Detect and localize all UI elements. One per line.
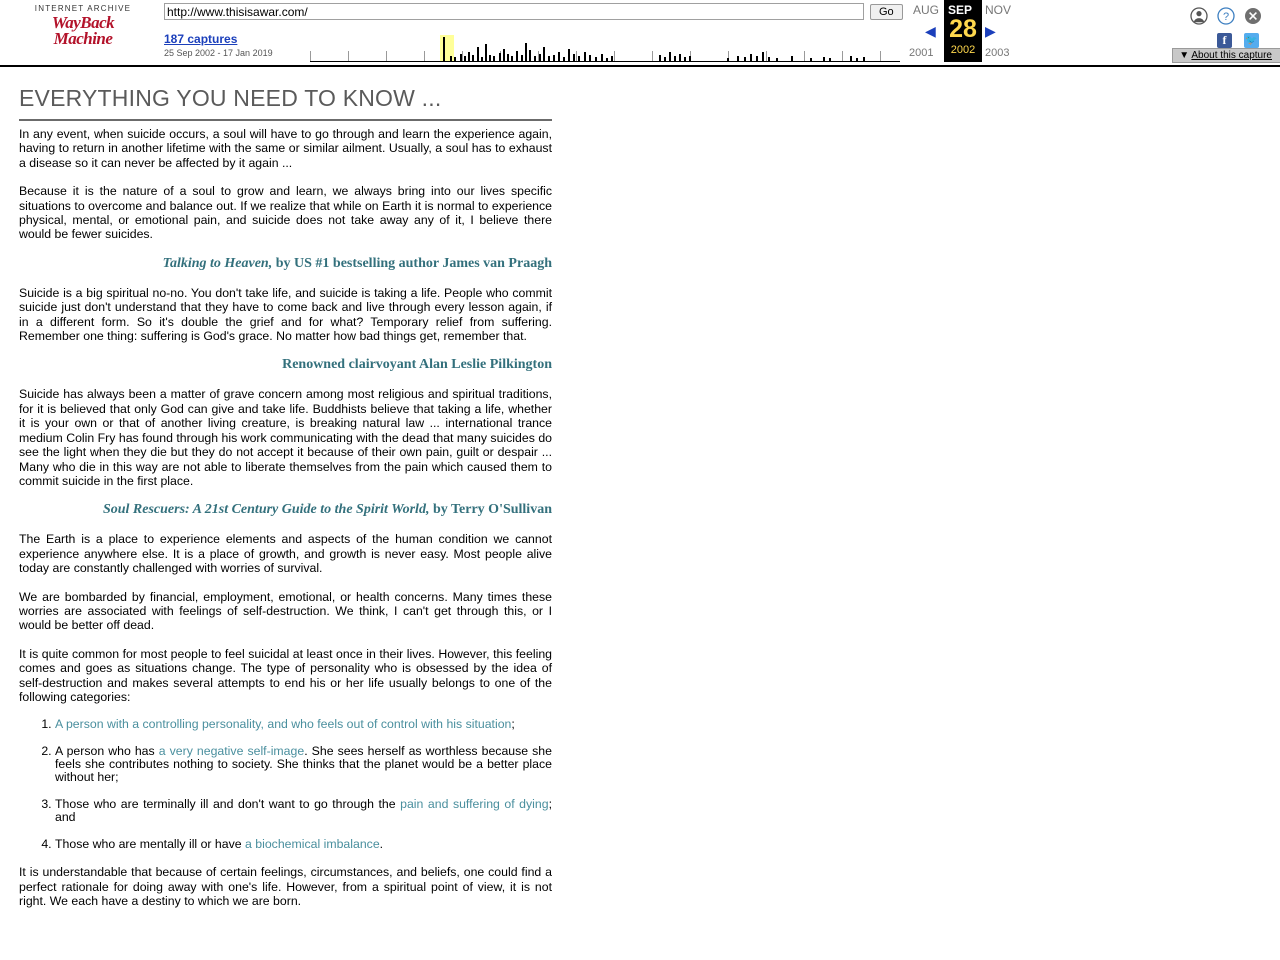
sparkline-bar[interactable] (606, 58, 608, 61)
sparkline-bar[interactable] (489, 55, 491, 61)
sparkline-tick (880, 51, 881, 61)
sparkline-bar[interactable] (863, 57, 865, 61)
user-account-icon[interactable] (1190, 7, 1208, 30)
url-bar (164, 3, 903, 20)
sparkline-tick (614, 51, 615, 61)
internet-archive-label: INTERNET ARCHIVE (34, 4, 132, 13)
year-next-label[interactable]: 2003 (985, 47, 1010, 59)
sparkline-tick (424, 51, 425, 61)
quote-attribution-2: Renowned clairvoyant Alan Leslie Pilkington (282, 357, 552, 373)
sparkline-tick (462, 51, 463, 61)
sparkline-bar[interactable] (468, 52, 470, 61)
sparkline-bar[interactable] (589, 55, 591, 61)
page-title: EVERYTHING YOU NEED TO KNOW ... (19, 85, 552, 121)
sparkline-bar[interactable] (553, 55, 555, 61)
capture-year: 2002 (950, 44, 976, 56)
sparkline-bar[interactable] (850, 56, 852, 61)
caret-down-icon: ▼ (1179, 50, 1190, 61)
sparkline-tick (652, 51, 653, 61)
facebook-share-icon[interactable] (1217, 33, 1232, 48)
sparkline-bar[interactable] (548, 56, 550, 61)
about-this-capture-button[interactable] (1172, 48, 1280, 63)
captures-link[interactable]: 187 captures (164, 32, 238, 46)
sparkline-bar[interactable] (464, 56, 466, 61)
list-item (55, 745, 552, 784)
sparkline-bar[interactable] (810, 58, 812, 61)
paragraph-3: Suicide is a big spiritual no-no. You don't take life, and suicide is taking a life. People who commit suicide just don't understand that they have to come back and live through every lesson again, if in a different form. So it's double the grief and for what? Temporary relief from suffering. Remember one thing: suffering is God's grace. No matter how bad things get, remember that. (19, 285, 552, 344)
sparkline-bar[interactable] (689, 56, 691, 61)
toolbar-icons (1190, 4, 1270, 54)
sparkline-bar[interactable] (684, 57, 686, 61)
capture-day: 28 (949, 15, 977, 43)
paragraph-8: It is understandable that because of certain feelings, circumstances, and beliefs, one could find a perfect rationale for doing away with one's life. However, from a spiritual point of view, it is not right. We each have a destiny to which we are born. (19, 865, 552, 909)
sparkline-bar[interactable] (543, 47, 545, 61)
sparkline-tick (804, 51, 805, 61)
captures-sparkline[interactable] (310, 26, 900, 62)
next-capture-arrow-icon[interactable]: ▶ (985, 23, 996, 39)
sparkline-bar[interactable] (679, 54, 681, 61)
sparkline-bar[interactable] (450, 56, 452, 61)
sparkline-bar[interactable] (481, 57, 483, 61)
captures-count[interactable] (164, 32, 237, 46)
sparkline-bar[interactable] (611, 56, 613, 61)
list-item-link[interactable]: A person with a controlling personality, and who feels out of control with his situation (55, 717, 512, 732)
attribution-1-title: Talking to Heaven, (162, 255, 273, 271)
sparkline-bar[interactable] (776, 58, 778, 61)
list-item-pre: A person who has (55, 744, 159, 759)
paragraph-4: Suicide has always been a matter of grave concern among most religious and spiritual traditions, for it is believed that only God can give and take life. Buddhists believe that taking a life, whether it is your own or that of another living creature, is breaking natural law ... international trance medium Colin Fry has found through his work communicating with the dead that many suicides do see the light when they die but they do not accept it because of their own pain, guilt or despair ... Many who die in this way are not able to liberate themselves from the pain which caused them to commit suicide in the first place. (19, 387, 552, 488)
date-selector (905, 0, 1030, 62)
sparkline-tick (386, 51, 387, 61)
sparkline-bar[interactable] (503, 49, 505, 61)
article-content (19, 67, 552, 909)
list-item-link[interactable]: a very negative self-image (158, 744, 305, 759)
sparkline-tick (310, 51, 311, 61)
list-item-pre: Those who are mentally ill or have (55, 837, 246, 852)
about-this-capture-label: About this capture (1191, 50, 1272, 61)
sparkline-bar[interactable] (664, 57, 666, 61)
sparkline-bar[interactable] (762, 52, 764, 61)
wayback-machine-logo-text (18, 15, 148, 47)
sparkline-bar[interactable] (472, 55, 474, 61)
wayback-logo[interactable] (18, 5, 148, 47)
paragraph-1: In any event, when suicide occurs, a soul will have to go through and learn the experience again, having to return in another lifetime with the same or similar ailment. Usually, a soul has to exhaust a disease so it can never be affected by it again ... (19, 127, 552, 170)
sparkline-bar[interactable] (756, 56, 758, 61)
year-prev-label[interactable]: 2001 (909, 47, 934, 59)
list-item-rest: . She sees herself as worthless because she feels she contributes nothing to society. She thinks that the planet would be a better place without her; (55, 744, 552, 785)
sparkline-bar[interactable] (573, 54, 575, 61)
sparkline-bar[interactable] (578, 56, 580, 61)
sparkline-bar[interactable] (521, 55, 523, 61)
paragraph-7: It is quite common for most people to feel suicidal at least once in their lives. However, this feeling comes and goes as situations change. The type of personality who is obsessed by the idea of self-destruction and makes several attempts to end his or her life usually belongs to one of the following categories: (19, 646, 552, 704)
month-current-label: SEP (948, 3, 973, 17)
categories-list (19, 718, 552, 851)
sparkline-bar[interactable] (534, 56, 536, 61)
sparkline-bar[interactable] (659, 55, 661, 61)
captures-date-range: 25 Sep 2002 - 17 Jan 2019 (164, 48, 273, 58)
sparkline-bar[interactable] (669, 52, 671, 61)
month-prev-label[interactable]: AUG (913, 3, 940, 17)
attribution-1-author: by US #1 bestselling author James van Praagh (272, 255, 552, 271)
sparkline-bar[interactable] (601, 54, 603, 61)
attribution-3-author: by Terry O'Sullivan (429, 502, 552, 518)
previous-capture-arrow-icon[interactable]: ◀ (925, 23, 936, 39)
sparkline-bar[interactable] (477, 47, 479, 61)
sparkline-bar[interactable] (507, 54, 509, 61)
quote-attribution-3 (19, 502, 552, 518)
close-icon[interactable] (1244, 7, 1262, 30)
sparkline-bar[interactable] (829, 58, 831, 61)
sparkline-bar[interactable] (823, 57, 825, 61)
sparkline-bar[interactable] (454, 57, 456, 61)
sparkline-bar[interactable] (525, 43, 527, 61)
sparkline-axis (310, 61, 900, 62)
list-item-link[interactable]: a biochemical imbalance (245, 837, 380, 852)
sparkline-tick (576, 51, 577, 61)
sparkline-bar[interactable] (737, 56, 739, 61)
list-item-rest: . (379, 837, 384, 852)
sparkline-bar[interactable] (558, 52, 560, 61)
sparkline-bar[interactable] (595, 57, 597, 61)
sparkline-bar[interactable] (744, 57, 746, 61)
wayback-toolbar (0, 0, 1280, 67)
list-item-rest: ; (511, 717, 515, 732)
url-input[interactable] (164, 3, 864, 20)
list-item-pre: Those who are terminally ill and don't want to go through the (55, 797, 401, 812)
facebook-glyph: f (1217, 33, 1232, 48)
sparkline-tick (842, 51, 843, 61)
archived-page (0, 67, 1280, 909)
sparkline-bar[interactable] (460, 54, 462, 61)
sparkline-bar[interactable] (493, 56, 495, 61)
sparkline-bar[interactable] (539, 54, 541, 61)
paragraph-2: Because it is the nature of a soul to grow and learn, we always bring into our lives specific situations to overcome and balance out. If we realize that while on Earth it is normal to experience physical, mental, or emotional pain, and suicide does not take away any of it, I believe there would be fewer suicides. (19, 184, 552, 242)
sparkline-bar[interactable] (443, 37, 445, 61)
sparkline-bar[interactable] (750, 54, 752, 61)
sparkline-bar[interactable] (511, 56, 513, 61)
paragraph-6: We are bombarded by financial, employment, emotional, or health concerns. Many times these worries are associated with feelings of self-destruction. We think, I can't get through this, or I would be better off dead. (19, 589, 552, 633)
sparkline-tick (766, 51, 767, 61)
sparkline-tick (348, 51, 349, 61)
sparkline-bar[interactable] (791, 56, 793, 61)
help-icon[interactable] (1217, 7, 1235, 30)
sparkline-bar[interactable] (516, 51, 518, 61)
go-button[interactable]: Go (870, 4, 903, 20)
sparkline-bar[interactable] (563, 57, 565, 61)
list-item (55, 838, 552, 851)
paragraph-5: The Earth is a place to experience elements and aspects of the human condition we cannot experience anywhere else. It is a place of growth, and growth is never easy. Most people alive today are constantly challenged with worries of survival. (19, 532, 552, 576)
list-item (55, 718, 552, 731)
sparkline-bar[interactable] (568, 49, 570, 61)
sparkline-bar[interactable] (485, 44, 487, 61)
list-item-rest: ; and (55, 797, 553, 825)
sparkline-bar[interactable] (529, 50, 531, 61)
logo-line-2: Machine (53, 29, 113, 49)
sparkline-bar[interactable] (584, 52, 586, 61)
twitter-share-icon[interactable] (1244, 33, 1259, 48)
sparkline-bar[interactable] (499, 53, 501, 61)
sparkline-bar[interactable] (856, 58, 858, 61)
sparkline-bar[interactable] (674, 56, 676, 61)
svg-text:?: ? (1222, 11, 1230, 23)
quote-attribution-1 (19, 256, 552, 272)
attribution-3-title: Soul Rescuers: A 21st Century Guide to the Spirit World, (102, 502, 430, 518)
twitter-glyph: 🐦 (1245, 35, 1258, 46)
sparkline-bar[interactable] (768, 57, 770, 61)
sparkline-bar[interactable] (727, 58, 729, 61)
logo-line-1: WayBack (51, 13, 115, 32)
month-next-label[interactable]: NOV (985, 3, 1012, 17)
list-item (55, 798, 552, 824)
list-item-link[interactable]: pain and suffering of dying (400, 797, 549, 812)
